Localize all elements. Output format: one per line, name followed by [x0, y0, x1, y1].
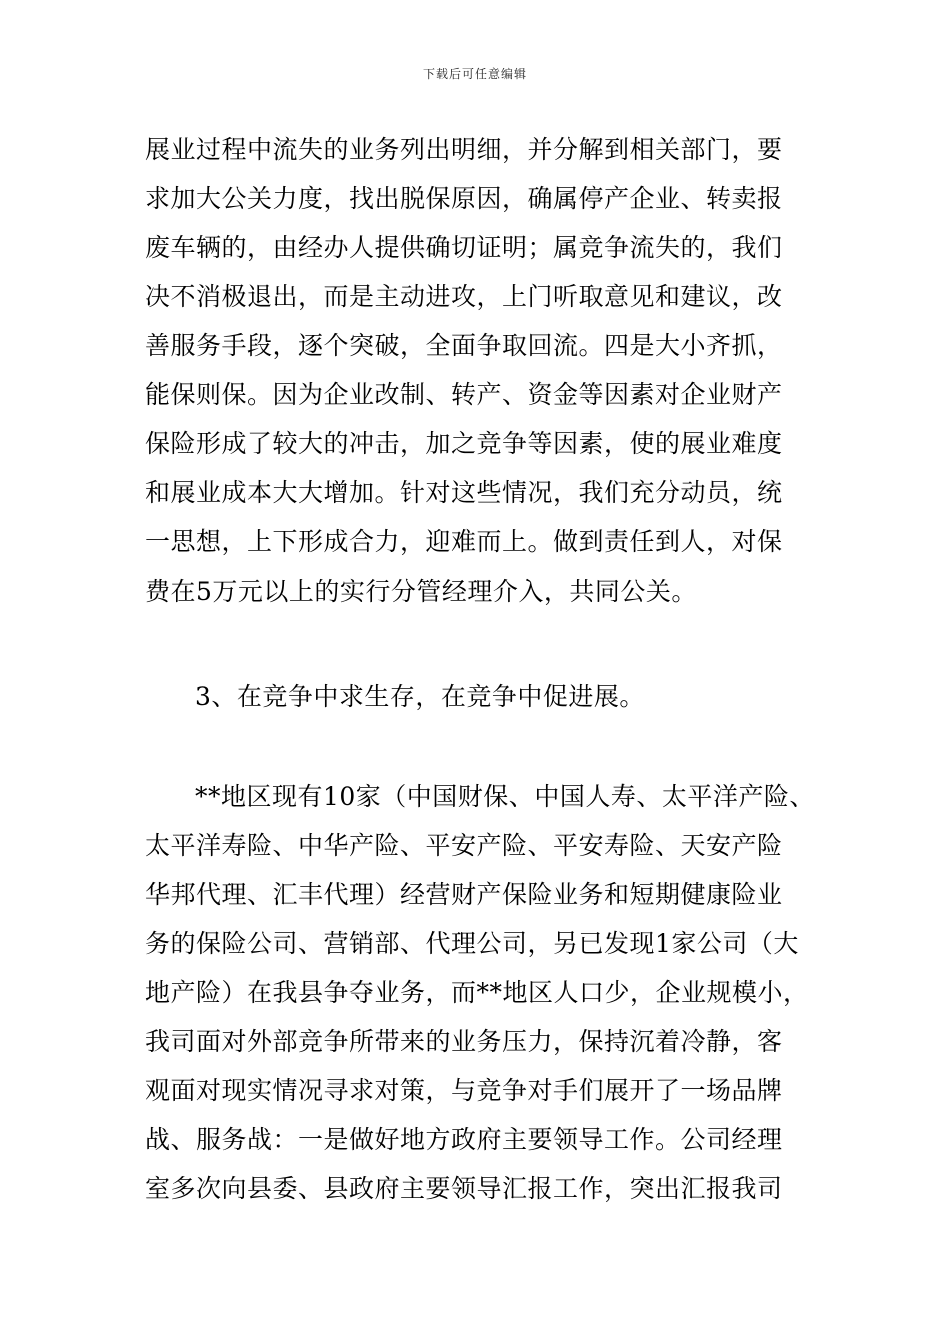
paragraph-line: 能保则保。因为企业改制、转产、资金等因素对企业财产 — [145, 380, 783, 409]
paragraph-line: **地区现有10家（中国财保、中国人寿、太平洋产险、 — [195, 782, 815, 811]
paragraph-line: 废车辆的，由经办人提供确切证明；属竞争流失的，我们 — [145, 233, 783, 262]
section-heading: 3、在竞争中求生存，在竞争中促进展。 — [195, 682, 645, 711]
paragraph-line: 战、服务战：一是做好地方政府主要领导工作。公司经理 — [145, 1125, 783, 1154]
paragraph-line: 地产险）在我县争夺业务，而**地区人口少，企业规模小， — [145, 978, 809, 1007]
paragraph-line: 善服务手段，逐个突破，全面争取回流。四是大小齐抓， — [145, 331, 783, 360]
paragraph-line: 观面对现实情况寻求对策，与竞争对手们展开了一场品牌 — [145, 1076, 783, 1105]
paragraph-line: 华邦代理、汇丰代理）经营财产保险业务和短期健康险业 — [145, 880, 783, 909]
paragraph-line: 决不消极退出，而是主动进攻，上门听取意见和建议，改 — [145, 282, 783, 311]
paragraph-line: 室多次向县委、县政府主要领导汇报工作，突出汇报我司 — [145, 1174, 783, 1203]
paragraph-line: 保险形成了较大的冲击，加之竞争等因素，使的展业难度 — [145, 429, 783, 458]
paragraph-line: 务的保险公司、营销部、代理公司，另已发现1家公司（大 — [145, 929, 799, 958]
paragraph-line: 费在5万元以上的实行分管经理介入，共同公关。 — [145, 577, 697, 606]
paragraph-line: 展业过程中流失的业务列出明细，并分解到相关部门，要 — [145, 135, 783, 164]
paragraph-line: 一思想，上下形成合力，迎难而上。做到责任到人，对保 — [145, 527, 783, 556]
page-header: 下载后可任意编辑 — [422, 67, 527, 81]
paragraph-line: 太平洋寿险、中华产险、平安产险、平安寿险、天安产险 — [145, 831, 783, 860]
paragraph-line: 和展业成本大大增加。针对这些情况，我们充分动员，统 — [145, 478, 783, 507]
paragraph-line: 求加大公关力度，找出脱保原因，确属停产企业、转卖报 — [145, 184, 783, 213]
paragraph-line: 我司面对外部竞争所带来的业务压力，保持沉着冷静，客 — [145, 1027, 783, 1056]
